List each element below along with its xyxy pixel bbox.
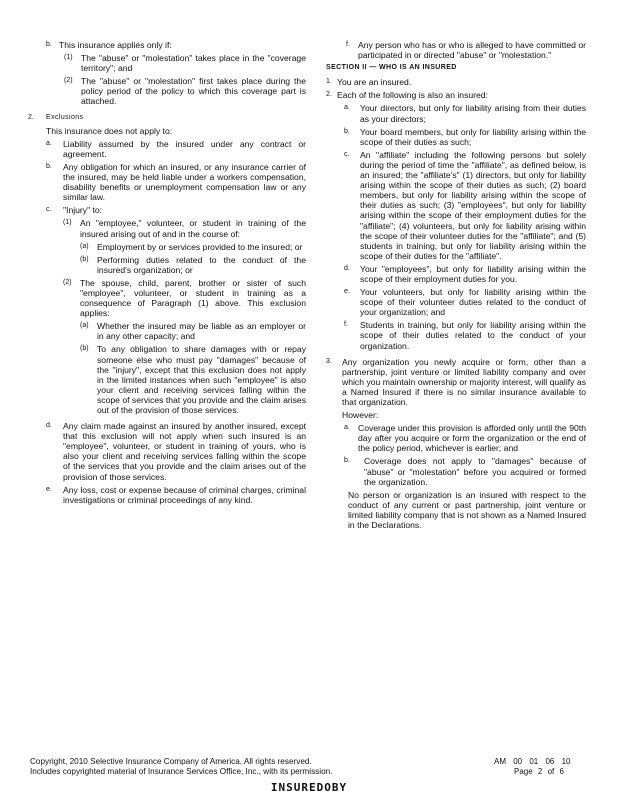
item-label: e. xyxy=(46,485,52,493)
exclusion-c1 xyxy=(63,218,306,238)
exclusion-c2 xyxy=(63,278,306,318)
item-text: Liability assumed by the insured under any contract or agreement. xyxy=(63,138,306,159)
item-label: 2. xyxy=(326,91,332,99)
copyright-line: Copyright, 2010 Selective Insurance Company of America. All rights reserved. xyxy=(30,757,312,766)
condition-b1 xyxy=(64,53,306,73)
exclusion-c2b xyxy=(80,344,306,415)
item-label: (a) xyxy=(80,242,89,250)
item-text: Any person who has or who is alleged to have committed or participated in or directed "abuse" or "molestation." xyxy=(358,40,586,61)
who-item-2c xyxy=(344,150,586,261)
section-number: 2. xyxy=(28,113,34,121)
item-label: d. xyxy=(46,422,52,430)
item-label: c. xyxy=(46,206,52,214)
item-label: 1. xyxy=(326,78,332,86)
item-text: Whether the insured may be liable as an employer or in any other capacity; and xyxy=(97,321,306,342)
watermark: INSUREDOBY xyxy=(270,781,348,794)
item-text: Any obligation for which an insured, or any insurance carrier of the insured, may be held liable under a workers compensation, disability benefits or unemployment compensation law or any similar law. xyxy=(63,161,306,203)
item-label: (1) xyxy=(64,54,73,62)
item-text: Each of the following is also an insured: xyxy=(337,90,488,101)
item-text: Any loss, cost or expense because of criminal charges, criminal investigations or criminal proceedings of any kind. xyxy=(63,484,306,505)
exclusion-c1b xyxy=(80,255,306,275)
who-item-2b xyxy=(344,127,586,147)
item-label: a. xyxy=(344,424,350,432)
item-text: Students in training, but only for liability arising within the scope of their duties related to the conduct of your organization. xyxy=(360,320,586,351)
exclusions-intro: This insurance does not apply to: xyxy=(46,125,173,136)
item-label: (b) xyxy=(80,255,89,263)
item-label: (2) xyxy=(64,77,73,85)
item-label: f. xyxy=(344,321,348,329)
right-column xyxy=(326,40,586,530)
exclusion-b xyxy=(46,162,306,202)
item-text: "Injury" to: xyxy=(63,205,103,216)
item-label: a. xyxy=(344,104,350,112)
who-item-1 xyxy=(326,77,586,87)
item-label: a. xyxy=(46,139,52,147)
who-item-2e xyxy=(344,287,586,317)
item-text: Employment by or services provided to the insured; or xyxy=(97,241,303,252)
however-text: However: xyxy=(342,410,379,421)
exclusion-a xyxy=(46,139,306,159)
who-item-2a xyxy=(344,103,586,123)
left-column xyxy=(28,40,306,508)
exclusion-c2a xyxy=(80,321,306,341)
form-number: AM 00 01 06 10 xyxy=(494,757,571,766)
exclusions-heading xyxy=(28,113,306,123)
item-text: The "abuse" or "molestation" first takes place during the policy period of the policy to which this coverage part is attached. xyxy=(81,76,306,107)
item-label: b. xyxy=(344,457,350,465)
item-text: Coverage under this provision is afforded only until the 90th day after you acquire or form the organization or the end of the policy period, whichever is earlier; and xyxy=(358,423,586,454)
item-label: d. xyxy=(344,264,350,272)
section-title: Exclusions xyxy=(46,113,84,121)
exclusion-c xyxy=(46,205,306,215)
item-label: c. xyxy=(344,150,350,158)
copyright-line: Includes copyrighted material of Insurance Services Office, Inc., with its permission. xyxy=(30,767,333,776)
item-label: b. xyxy=(46,162,52,170)
item-text: Your board members, but only for liability arising within the scope of their duties as such; xyxy=(360,126,586,147)
item-text: Performing duties related to the conduct of the insured's organization; or xyxy=(97,254,306,275)
item-text: An "employee," volunteer, or student in training of the insured arising out of and in the course of: xyxy=(80,218,306,239)
item-label: e. xyxy=(344,288,350,296)
item-text: The spouse, child, parent, brother or sister of such "employee", volunteer, or student in training as a consequence of Paragraph (1) above. This exclusion applies: xyxy=(80,277,306,319)
item-label: (2) xyxy=(63,278,72,286)
item-label: b. xyxy=(344,127,350,135)
exclusion-e xyxy=(46,485,306,505)
exclusion-c1a xyxy=(80,242,306,252)
who-item-2d xyxy=(344,264,586,284)
item-label: 3. xyxy=(326,357,332,365)
who-item-3a xyxy=(344,423,586,453)
copyright-footer xyxy=(30,757,332,777)
who-item-2f xyxy=(344,320,586,350)
who-item-3 xyxy=(326,357,586,407)
item-text: Coverage does not apply to "damages" because of "abuse" or "molestation" before you acquired or formed the organization. xyxy=(364,456,586,487)
item-label: f. xyxy=(346,41,350,48)
exclusion-d xyxy=(46,421,306,482)
item-text: Any organization you newly acquire or form, other than a partnership, joint venture or limited liability company and over which you maintain ownership or majority interest, will qualify as a Named Insured if there is no similar insurance available to that organization. xyxy=(342,356,586,407)
item-text: Your directors, but only for liability arising from their duties as your directors; xyxy=(360,103,586,124)
item-label: b. xyxy=(46,41,52,48)
item-text: Your volunteers, but only for liability arising within the scope of their volunteer duties related to the conduct of your organization; and xyxy=(360,287,586,318)
condition-b2 xyxy=(64,76,306,106)
item-text: Any claim made against an insured by another insured, except that this exclusion will not apply when such insured is an "employee", volunteer, or student in training of yours, who is also your client and receiving services falling within the scope of the services that you provide and the claim arises out of the provision of those services. xyxy=(63,421,306,482)
item-label: (a) xyxy=(80,322,89,330)
item-text: To any obligation to share damages with or repay someone else who must pay "damages" because of the "injury", except that this exclusion does not apply in the limited instances when such "employee" is also your client and receiving services falling within the scope of services that you provide and the claim arises out of the provision of those services. xyxy=(97,344,306,415)
page-number: Page 2 of 6 xyxy=(514,767,564,776)
item-text: The "abuse" or "molestation" takes place in the "coverage territory"; and xyxy=(81,53,306,74)
item-text: You are an insured. xyxy=(337,77,412,88)
item-label: (1) xyxy=(63,219,72,227)
item-text: An "affiliate" including the following persons but solely during the period of time the "affiliate", as defined below, is an insured; the "affiliate's" (1) directors, but only for liability arising within the scope of their duties as such; (2) board members, but only for liability arising within the scope of their duties as such; (3) "employees", but only for liability arising within the scope of their employment duties for the "affiliate"; (4) volunteers, but only for liability arising within the scope of their volunteer duties for the "affiliate"; and (5) students in training, but only for liability arising within the scope of their duties for the "affiliate". xyxy=(360,149,586,261)
condition-b xyxy=(46,40,306,50)
who-item-2 xyxy=(326,90,586,100)
closing-paragraph: No person or organization is an insured with respect to the conduct of any current or past partnership, joint venture or limited liability company that is not shown as a Named Insured in the Declarations. xyxy=(348,489,586,531)
form-number-block xyxy=(494,757,570,777)
exclusion-f xyxy=(346,40,586,60)
item-label: (b) xyxy=(80,345,89,353)
who-item-3b xyxy=(344,456,586,486)
item-text: Your "employees", but only for liability arising within the scope of their employment duties for you. xyxy=(360,263,586,284)
item-text: This insurance applies only if: xyxy=(59,40,172,50)
section-heading: SECTION II — WHO IS AN INSURED xyxy=(326,64,457,72)
